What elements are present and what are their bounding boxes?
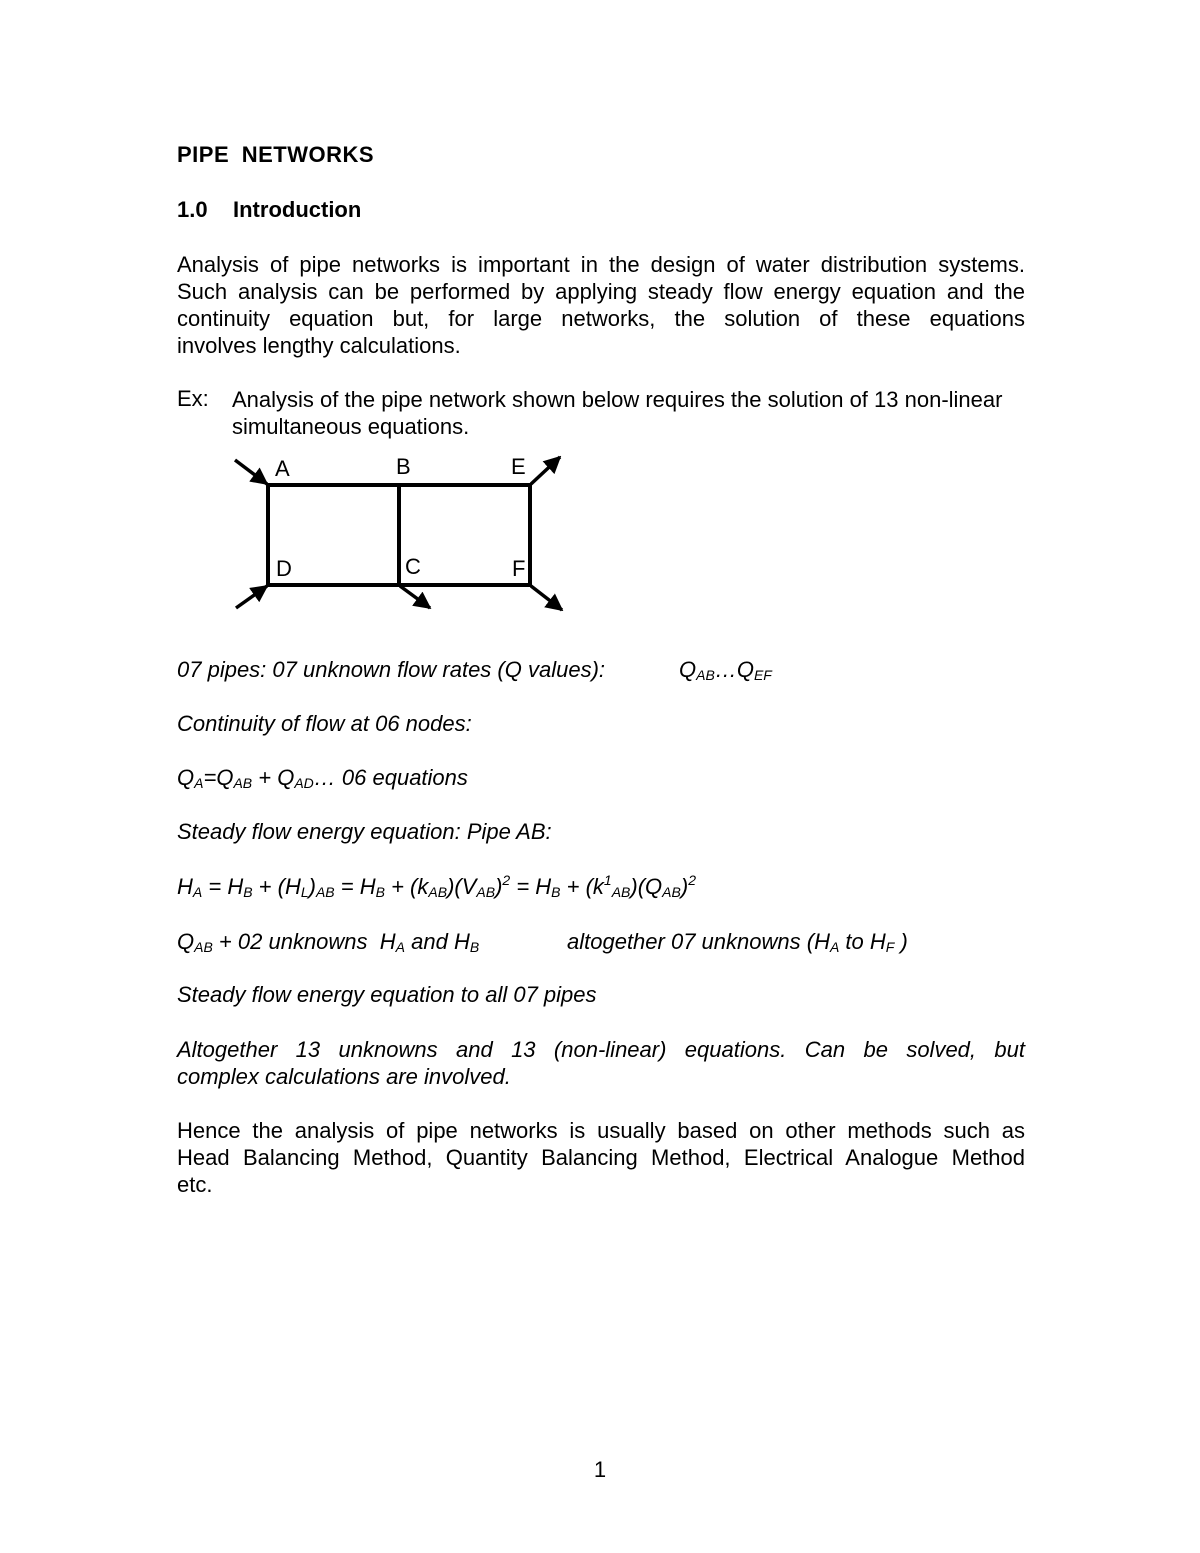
continuity-heading: Continuity of flow at 06 nodes: [177, 711, 472, 736]
node-label-e: E [511, 454, 526, 479]
conclusion-paragraph [177, 1117, 1025, 1198]
conclusion-line: Head Balancing Method, Quantity Balancing Method, Electrical Analogue Method [177, 1145, 1025, 1170]
node-label-f: F [512, 556, 526, 581]
inflow-arrow-d [236, 586, 267, 608]
altogether-line: complex calculations are involved. [177, 1064, 511, 1089]
intro-line: Analysis of pipe networks is important in the design of water distribution systems. [177, 252, 1025, 277]
energy-equation: $H_A = H_B + (H_L)_{AB} = H_B + (k_{AB})(V_{AB})^2 = H_B + (k^1_{AB})(Q_{AB})^2$ [177, 872, 696, 900]
example-label: Ex: [177, 386, 209, 411]
outflow-arrow-e [531, 457, 560, 484]
node-label-c: C [405, 554, 421, 579]
inflow-arrow-a [235, 460, 267, 484]
section-title: Introduction [233, 197, 362, 222]
intro-line: Such analysis can be performed by applying steady flow energy equation and the [177, 279, 1025, 304]
flow-rates-range: $Q_{AB}\dots Q_{EF}$ [679, 657, 772, 683]
altogether-line: Altogether 13 unknowns and 13 (non-linear) equations. Can be solved, but [177, 1037, 1025, 1062]
page-number: 1 [593, 1457, 607, 1482]
continuity-equation: $Q_A=Q_{AB}$ + $Q_{AD}\dots$ 06 equations [177, 765, 468, 791]
altogether-paragraph [177, 1036, 1025, 1090]
steady-flow-pipe-ab: Steady flow energy equation: Pipe AB: [177, 819, 552, 844]
conclusion-line: Hence the analysis of pipe networks is usually based on other methods such as [177, 1118, 1025, 1143]
node-label-d: D [276, 556, 292, 581]
unknowns-right: altogether 07 unknowns ($H_A$ to $H_F$ ) [567, 929, 908, 955]
intro-line: involves lengthy calculations. [177, 333, 461, 358]
outflow-arrow-f [531, 586, 562, 610]
unknowns-left: $Q_{AB} + 02$ unknowns $H_A$ and $H_B$ [177, 929, 480, 955]
conclusion-line: etc. [177, 1172, 213, 1197]
intro-paragraph [177, 251, 1025, 359]
page-title: PIPE NETWORKS [177, 142, 375, 167]
pipes-unknowns-line: 07 pipes: 07 unknown flow rates (Q values): [177, 657, 606, 682]
node-label-b: B [396, 454, 411, 479]
pipe-network-diagram [228, 450, 573, 620]
outflow-arrow-c [400, 586, 430, 608]
node-label-a: A [275, 456, 290, 481]
intro-line: continuity equation but, for large networks, the solution of these equations [177, 306, 1025, 331]
steady-flow-all-pipes: Steady flow energy equation to all 07 pipes [177, 982, 597, 1007]
section-number: 1.0 [177, 197, 208, 222]
example-text: Analysis of the pipe network shown below requires the solution of 13 non-linear simultaneous equations. [232, 387, 1003, 439]
